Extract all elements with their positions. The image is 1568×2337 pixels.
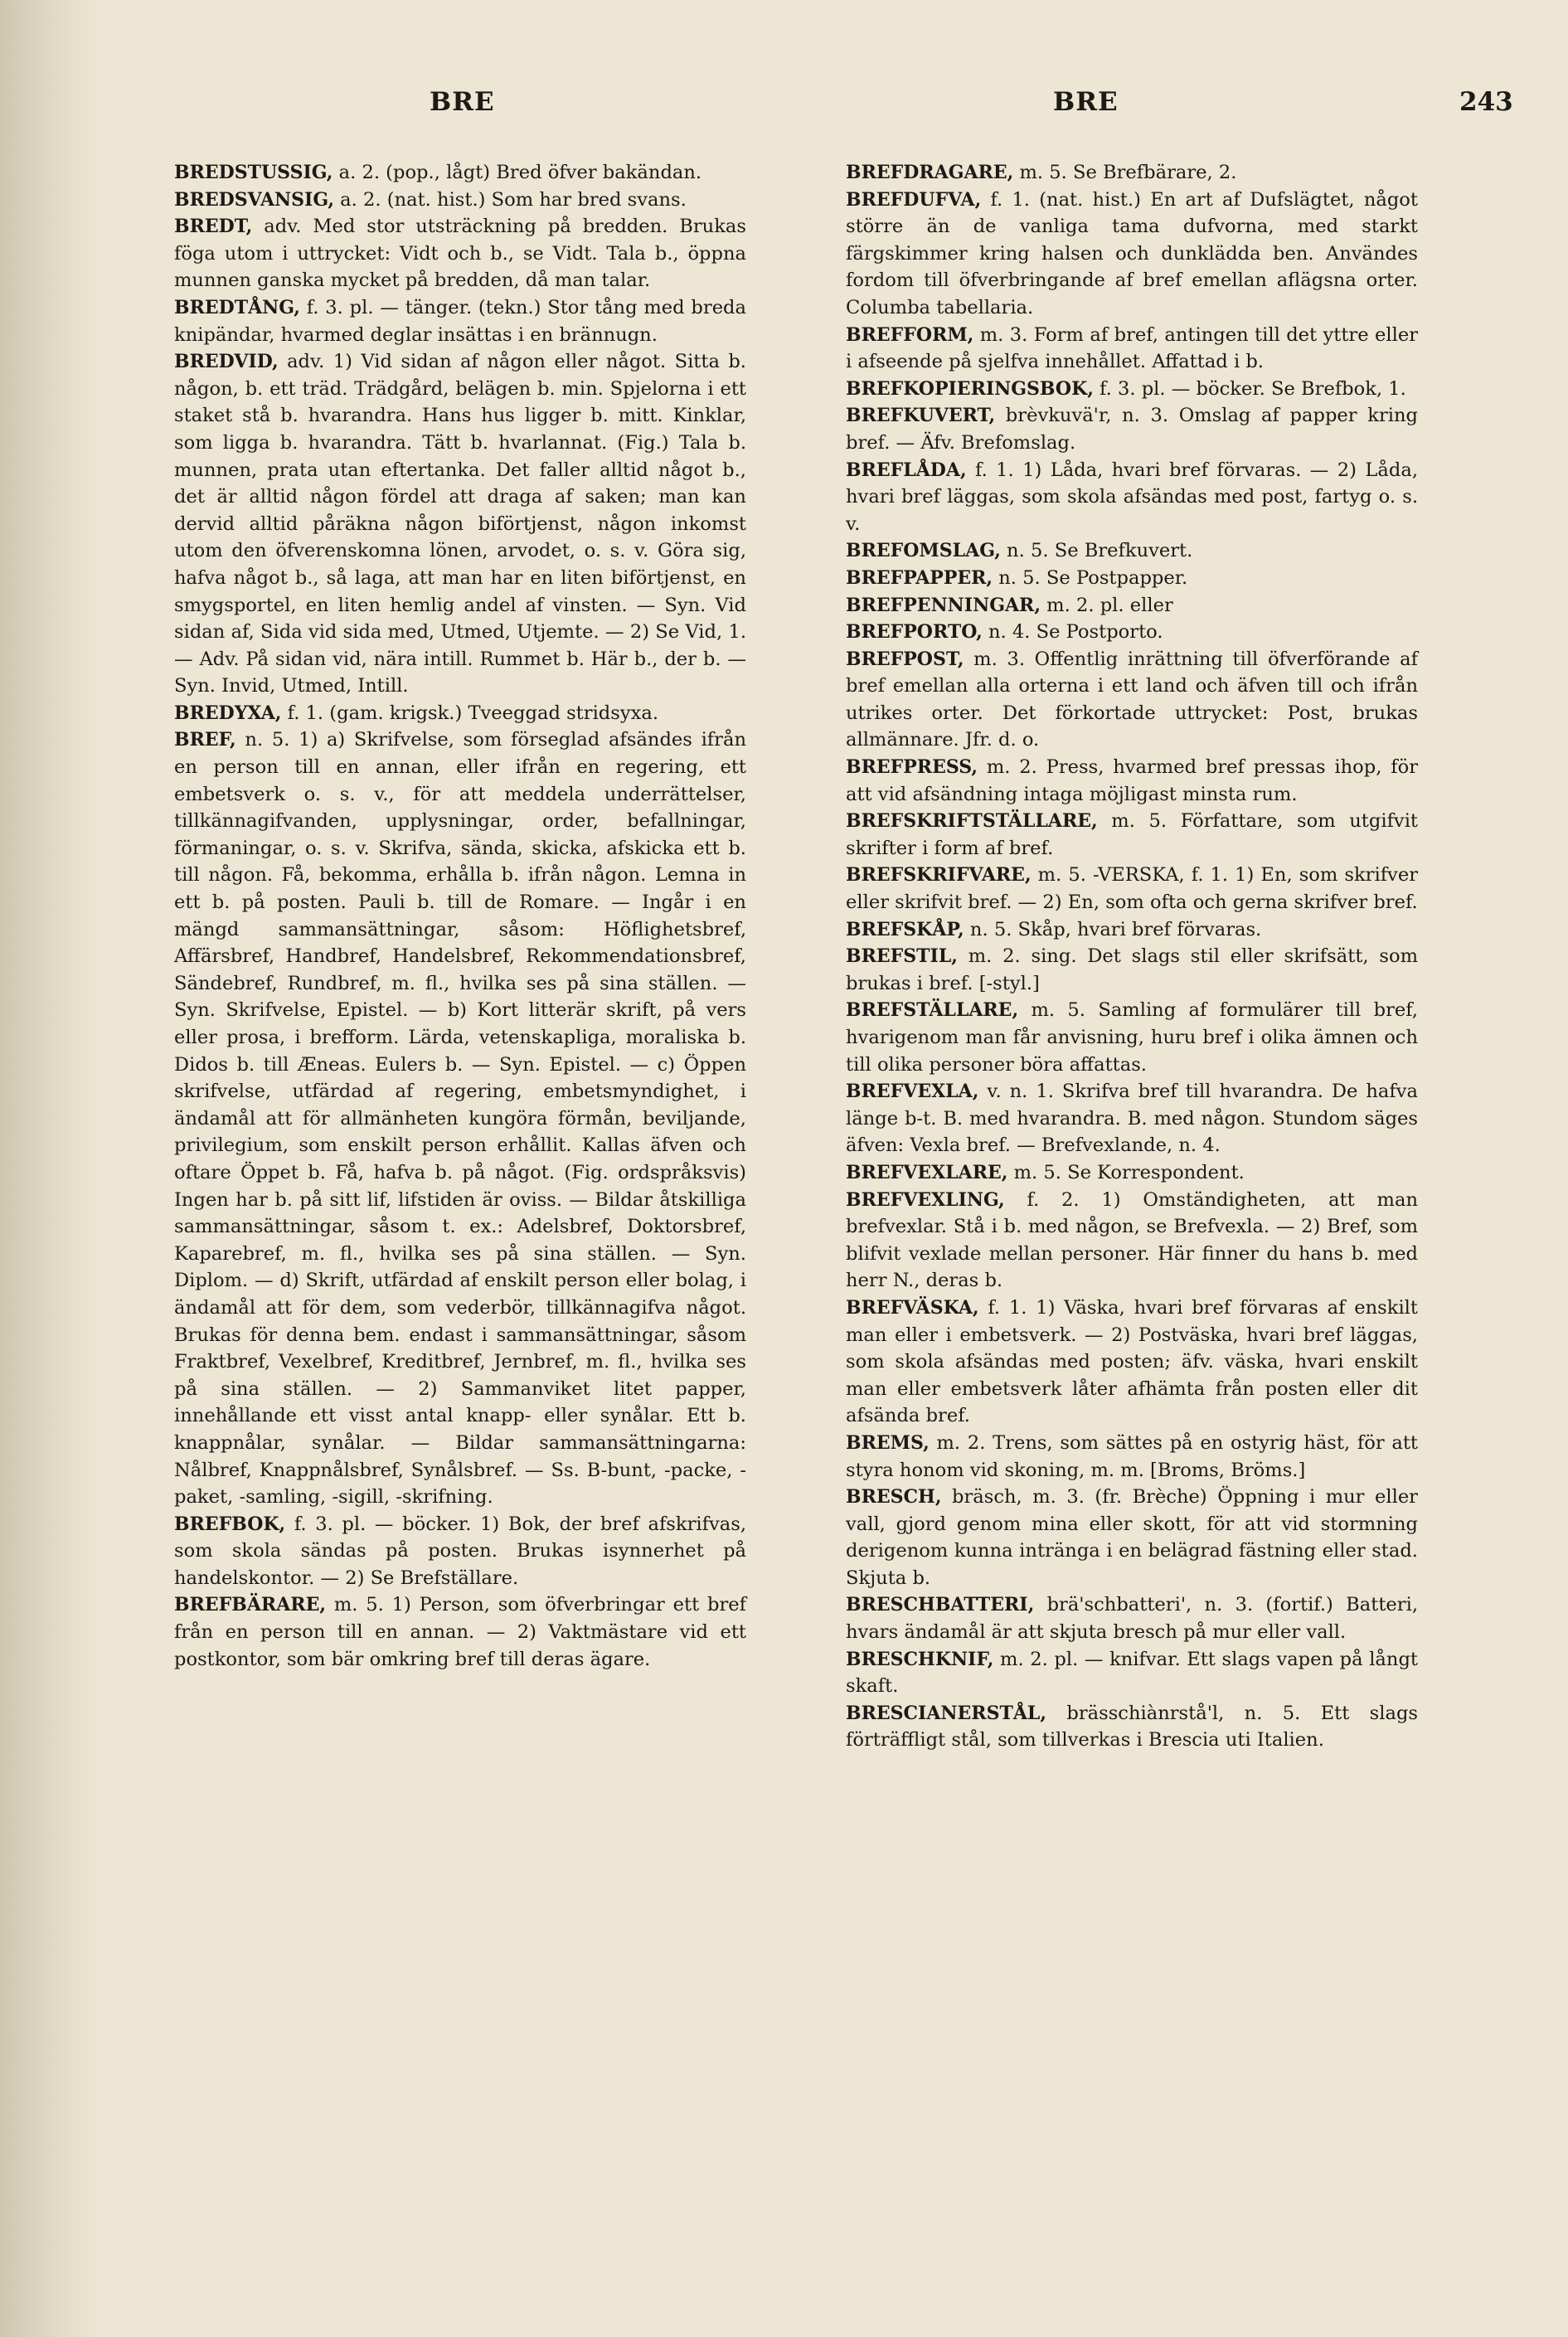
dictionary-entry bbox=[846, 457, 1418, 538]
dictionary-entry bbox=[846, 754, 1418, 808]
dictionary-entry bbox=[174, 159, 746, 187]
entry-headword: BREFSKRIFVARE, bbox=[846, 864, 1032, 887]
page-number: 243 bbox=[1459, 87, 1513, 117]
entry-definition: m. 2. pl. eller bbox=[1041, 594, 1173, 616]
entry-definition: m. 3. Form af bref, antingen till det yttre eller i afseende på sjelfva innehållet. Affattad i b. bbox=[846, 323, 1418, 373]
dictionary-entry bbox=[174, 1511, 746, 1592]
entry-headword: BREDTÅNG, bbox=[174, 296, 300, 318]
dictionary-entry bbox=[846, 1295, 1418, 1430]
entry-definition: m. 2. Trens, som sättes på en ostyrig häst, för att styra honom vid skoning, m. m. [Broms, Bröms.] bbox=[846, 1431, 1418, 1481]
entry-headword: BREFLÅDA, bbox=[846, 459, 967, 481]
entry-definition: m. 5. 1) Person, som öfverbringar ett bref från en person till en annan. — 2) Vaktmästare vid ett postkontor, som bär omkring bref till deras ägare. bbox=[174, 1594, 746, 1670]
entry-headword: BREFPOST, bbox=[846, 648, 964, 670]
entry-definition: m. 3. Offentlig inrättning till öfverförande af bref emellan alla orterna i ett land och äfven till och ifrån utrikes orter. Det förkortade uttrycket: Post, brukas allmännare. Jfr. d. o. bbox=[846, 648, 1418, 751]
entry-definition: f. 2. 1) Omständigheten, att man brefvexlar. Stå i b. med någon, se Brefvexla. — 2) Bref, som blifvit vexlade mellan personer. Här finner du hans b. med herr N., deras b. bbox=[846, 1188, 1418, 1292]
entry-headword: BREFSKRIFTSTÄLLARE, bbox=[846, 810, 1098, 833]
entry-headword: BREDSTUSSIG, bbox=[174, 162, 333, 183]
dictionary-entry bbox=[846, 402, 1418, 456]
entry-headword: BRESCH, bbox=[846, 1486, 942, 1509]
entry-headword: BREFVEXLARE, bbox=[846, 1161, 1008, 1183]
dictionary-entry bbox=[846, 619, 1418, 646]
entry-headword: BRESCHBATTERI, bbox=[846, 1594, 1035, 1616]
entry-headword: BREFVÄSKA, bbox=[846, 1296, 979, 1319]
dictionary-entry bbox=[846, 1700, 1418, 1754]
entry-definition: m. 5. Författare, som utgifvit skrifter i form af bref. bbox=[846, 810, 1418, 859]
dictionary-entry bbox=[174, 1591, 746, 1673]
entry-definition: m. 2. sing. Det slags stil eller skrifsätt, som brukas i bref. [-styl.] bbox=[846, 945, 1418, 994]
entry-headword: BREMS, bbox=[846, 1431, 930, 1454]
entry-definition: brä'schbatteri', n. 3. (fortif.) Batteri, hvars ändamål är att skjuta bresch på mur eller vall. bbox=[846, 1594, 1418, 1644]
dictionary-entry bbox=[846, 1078, 1418, 1159]
dictionary-entry bbox=[846, 1646, 1418, 1700]
right-column bbox=[846, 159, 1418, 1754]
entry-headword: BREFBÄRARE, bbox=[174, 1594, 326, 1616]
entry-definition: adv. Med stor utsträckning på bredden. Brukas föga utom i uttrycket: Vidt och b., se Vidt. Tala b., öppna munnen ganska mycket på bredden, då man talar. bbox=[174, 216, 746, 292]
entry-definition: m. 5. Se Brefbärare, 2. bbox=[1013, 162, 1237, 183]
entry-definition: m. 2. Press, hvarmed bref pressas ihop, för att vid afsändning intaga möjligast minsta rum. bbox=[846, 756, 1418, 805]
entry-definition: f. 1. 1) Låda, hvari bref förvaras. — 2) Låda, hvari bref läggas, som skola afsändas med post, fartyg o. s. v. bbox=[846, 459, 1418, 535]
entry-definition: adv. 1) Vid sidan af någon eller något. Sitta b. någon, b. ett träd. Trädgård, belägen b. min. Spjelorna i ett staket stå b. hvarandra. Hans hus ligger b. mitt. Kinklar, som ligga b. hvarandra. Tätt b. hvarlannat. (Fig.) Tala b. munnen, prata utan eftertanka. Det faller alltid något b., det är alltid någon fördel att draga af saken; man kan dervid alltid påräkna någon biförtjenst, någon inkomst utom den öfverenskomna lönen, arvodet, o. s. v. Göra sig, hafva något b., så laga, att man har en liten biförtjenst, en smygsportel, en liten hemlig andel af vinsten. — Syn. Vid sidan af, Sida vid sida med, Utmed, Utjemte. — 2) Se Vid, 1. — Adv. På sidan vid, nära intill. Rummet b. Här b., der b. — Syn. Invid, Utmed, Intill. bbox=[174, 351, 746, 697]
entry-headword: BREFBOK, bbox=[174, 1513, 286, 1535]
entry-headword: BRESCHKNIF, bbox=[846, 1648, 994, 1670]
entry-headword: BREF, bbox=[174, 729, 236, 751]
entry-headword: BREFPAPPER, bbox=[846, 566, 993, 589]
dictionary-entry bbox=[174, 726, 746, 1510]
dictionary-entry bbox=[846, 322, 1418, 376]
left-column bbox=[174, 159, 746, 1673]
entry-headword: BREFPORTO, bbox=[846, 621, 983, 644]
dictionary-entry bbox=[846, 1187, 1418, 1295]
entry-definition: n. 5. Se Postpapper. bbox=[993, 566, 1188, 589]
entry-definition: f. 1. (gam. krigsk.) Tveeggad stridsyxa. bbox=[281, 702, 659, 724]
entry-definition: brässchiànrstå'l, n. 5. Ett slags förträffligt stål, som tillverkas i Brescia uti Italien. bbox=[846, 1702, 1418, 1752]
running-head-left: BRE bbox=[430, 87, 495, 117]
dictionary-entry bbox=[846, 1430, 1418, 1484]
entry-headword: BREFKOPIERINGSBOK, bbox=[846, 377, 1094, 400]
entry-headword: BREFSTÄLLARE, bbox=[846, 999, 1019, 1022]
dictionary-entry bbox=[846, 537, 1418, 565]
entry-definition: v. n. 1. Skrifva bref till hvarandra. De hafva länge b-t. B. med hvarandra. B. med någon. Stundom säges äfven: Vexla bref. — Brefvexlande, n. 4. bbox=[846, 1081, 1418, 1157]
entry-definition: f. 3. pl. — böcker. 1) Bok, der bref afskrifvas, som skola sändas på posten. Brukas isynnerhet på handelskontor. — 2) Se Brefställare. bbox=[174, 1513, 746, 1589]
entry-headword: BREFPRESS, bbox=[846, 756, 978, 779]
entry-headword: BREFPENNINGAR, bbox=[846, 594, 1041, 616]
entry-definition: m. 5. -VERSKA, f. 1. 1) En, som skrifver eller skrifvit bref. — 2) En, som ofta och gerna skrifver bref. bbox=[846, 864, 1418, 914]
entry-definition: n. 5. Skåp, hvari bref förvaras. bbox=[964, 918, 1262, 940]
dictionary-entry bbox=[846, 862, 1418, 916]
entry-headword: BREDT, bbox=[174, 216, 253, 238]
entry-definition: n. 5. Se Brefkuvert. bbox=[1000, 540, 1193, 562]
entry-headword: BREFDUFVA, bbox=[846, 188, 982, 211]
page-header bbox=[0, 87, 1568, 137]
entry-headword: BREFDRAGARE, bbox=[846, 162, 1014, 183]
entry-headword: BREFKUVERT, bbox=[846, 405, 996, 427]
entry-definition: bräsch, m. 3. (fr. Brèche) Öppning i mur eller vall, gjord genom mina eller skott, för att vid stormning derigenom kunna intränga i en belägrad fästning eller stad. Skjuta b. bbox=[846, 1486, 1418, 1589]
entry-headword: BREFFORM, bbox=[846, 323, 974, 346]
entry-definition: f. 3. pl. — böcker. Se Brefbok, 1. bbox=[1093, 377, 1406, 400]
page-binding-shadow bbox=[0, 0, 100, 2337]
dictionary-entry bbox=[846, 1484, 1418, 1591]
dictionary-entry bbox=[174, 187, 746, 214]
dictionary-entry bbox=[846, 187, 1418, 322]
dictionary-entry bbox=[846, 1591, 1418, 1645]
dictionary-entry bbox=[846, 376, 1418, 403]
running-head-right: BRE bbox=[1053, 87, 1119, 117]
entry-definition: f. 1. (nat. hist.) En art af Dufslägtet, något större än de vanliga tama dufvorna, med starkt färgskimmer kring halsen och dunklädda ben. Användes fordom till öfverbringande af bref emellan aflägsna orter. Columba tabellaria. bbox=[846, 188, 1418, 318]
entry-definition: n. 5. 1) a) Skrifvelse, som förseglad afsändes ifrån en person till en annan, eller ifrån en regering, ett embetsverk o. s. v., för att meddela underrättelser, tillkännagifvanden, upplysningar, order, befallningar, förmaningar, o. s. v. Skrifva, sända, skicka, afskicka ett b. till någon. Få, bekomma, erhålla b. ifrån någon. Lemna in ett b. på posten. Pauli b. till de Romare. — Ingår i en mängd sammansättningar, såsom: Höflighetsbref, Affärsbref, Handbref, Handelsbref, Rekommendationsbref, Sändebref, Rundbref, m. fl., hvilka ses på sina ställen. — Syn. Skrifvelse, Epistel. — b) Kort litterär skrift, på vers eller prosa, i brefform. Lärda, vetenskapliga, moraliska b. Didos b. till Æneas. Eulers b. — Syn. Epistel. — c) Öppen skrifvelse, utfärdad af regering, embetsmyndighet, i ändamål att för allmänheten kungöra förmån, beviljande, privilegium, som enskilt person erhållit. Kallas äfven och oftare Öppet b. Få, hafva b. på något. (Fig. ordspråksvis) Ingen har b. på sitt lif, lifstiden är oviss. — Bildar åtskilliga sammansättningar, såsom t. ex.: Adelsbref, Doktorsbref, Kaparebref, m. fl., hvilka ses på sina ställen. — Syn. Diplom. — d) Skrift, utfärdad af enskilt person eller bolag, i ändamål att för dem, som vederbör, tillkännagifva något. Brukas för denna bem. endast i sammansättningar, såsom Fraktbref, Vexelbref, Kreditbref, Jernbref, m. fl., hvilka ses på sina ställen. — 2) Sammanviket litet papper, innehållande ett visst antal knapp- eller synålar. Ett b. knappnålar, synålar. — Bildar sammansättningarna: Nålbref, Knappnålsbref, Synålsbref. — Ss. B-bunt, -packe, -paket, -samling, -sigill, -skrifning. bbox=[174, 729, 746, 1509]
entry-headword: BREFVEXLING, bbox=[846, 1188, 1005, 1211]
entry-definition: a. 2. (pop., lågt) Bred öfver bakändan. bbox=[333, 162, 702, 183]
entry-definition: f. 3. pl. — tänger. (tekn.) Stor tång med breda knipändar, hvarmed deglar insättas i en brännugn. bbox=[174, 296, 746, 346]
dictionary-entry bbox=[174, 294, 746, 348]
entry-headword: BREFVEXLA, bbox=[846, 1081, 979, 1103]
dictionary-entry bbox=[174, 213, 746, 294]
dictionary-entry bbox=[174, 700, 746, 727]
entry-headword: BREDSVANSIG, bbox=[174, 188, 334, 211]
entry-headword: BREDYXA, bbox=[174, 702, 282, 724]
dictionary-entry bbox=[846, 646, 1418, 754]
entry-definition: m. 2. pl. — knifvar. Ett slags vapen på långt skaft. bbox=[846, 1648, 1418, 1698]
dictionary-entry bbox=[846, 943, 1418, 997]
entry-definition: brèvkuvä'r, n. 3. Omslag af papper kring bref. — Äfv. Brefomslag. bbox=[846, 405, 1418, 454]
entry-definition: n. 4. Se Postporto. bbox=[982, 621, 1163, 644]
dictionary-entry bbox=[846, 997, 1418, 1078]
entry-headword: BREFOMSLAG, bbox=[846, 540, 1001, 562]
entry-definition: m. 5. Samling af formulärer till bref, hvarigenom man får anvisning, huru bref i olika ämnen och till olika personer böra affattas. bbox=[846, 999, 1418, 1076]
dictionary-entry bbox=[846, 592, 1418, 619]
dictionary-entry bbox=[846, 159, 1418, 187]
dictionary-entry bbox=[846, 916, 1418, 944]
dictionary-entry bbox=[846, 1159, 1418, 1187]
entry-definition: a. 2. (nat. hist.) Som har bred svans. bbox=[334, 188, 687, 211]
entry-headword: BREFSTIL, bbox=[846, 945, 958, 968]
entry-headword: BREFSKÅP, bbox=[846, 918, 964, 940]
entry-headword: BREDVID, bbox=[174, 351, 279, 373]
entry-definition: m. 5. Se Korrespondent. bbox=[1007, 1161, 1245, 1183]
entry-definition: f. 1. 1) Väska, hvari bref förvaras af enskilt man eller i embetsverk. — 2) Postväska, hvari bref läggas, som skola afsändas med posten; äfv. väska, hvari enskilt man eller embetsverk låter afhämta från posten eller dit afsända bref. bbox=[846, 1296, 1418, 1427]
dictionary-entry bbox=[846, 565, 1418, 592]
dictionary-entry bbox=[846, 808, 1418, 862]
dictionary-entry bbox=[174, 348, 746, 700]
entry-headword: BRESCIANERSTÅL, bbox=[846, 1702, 1047, 1724]
